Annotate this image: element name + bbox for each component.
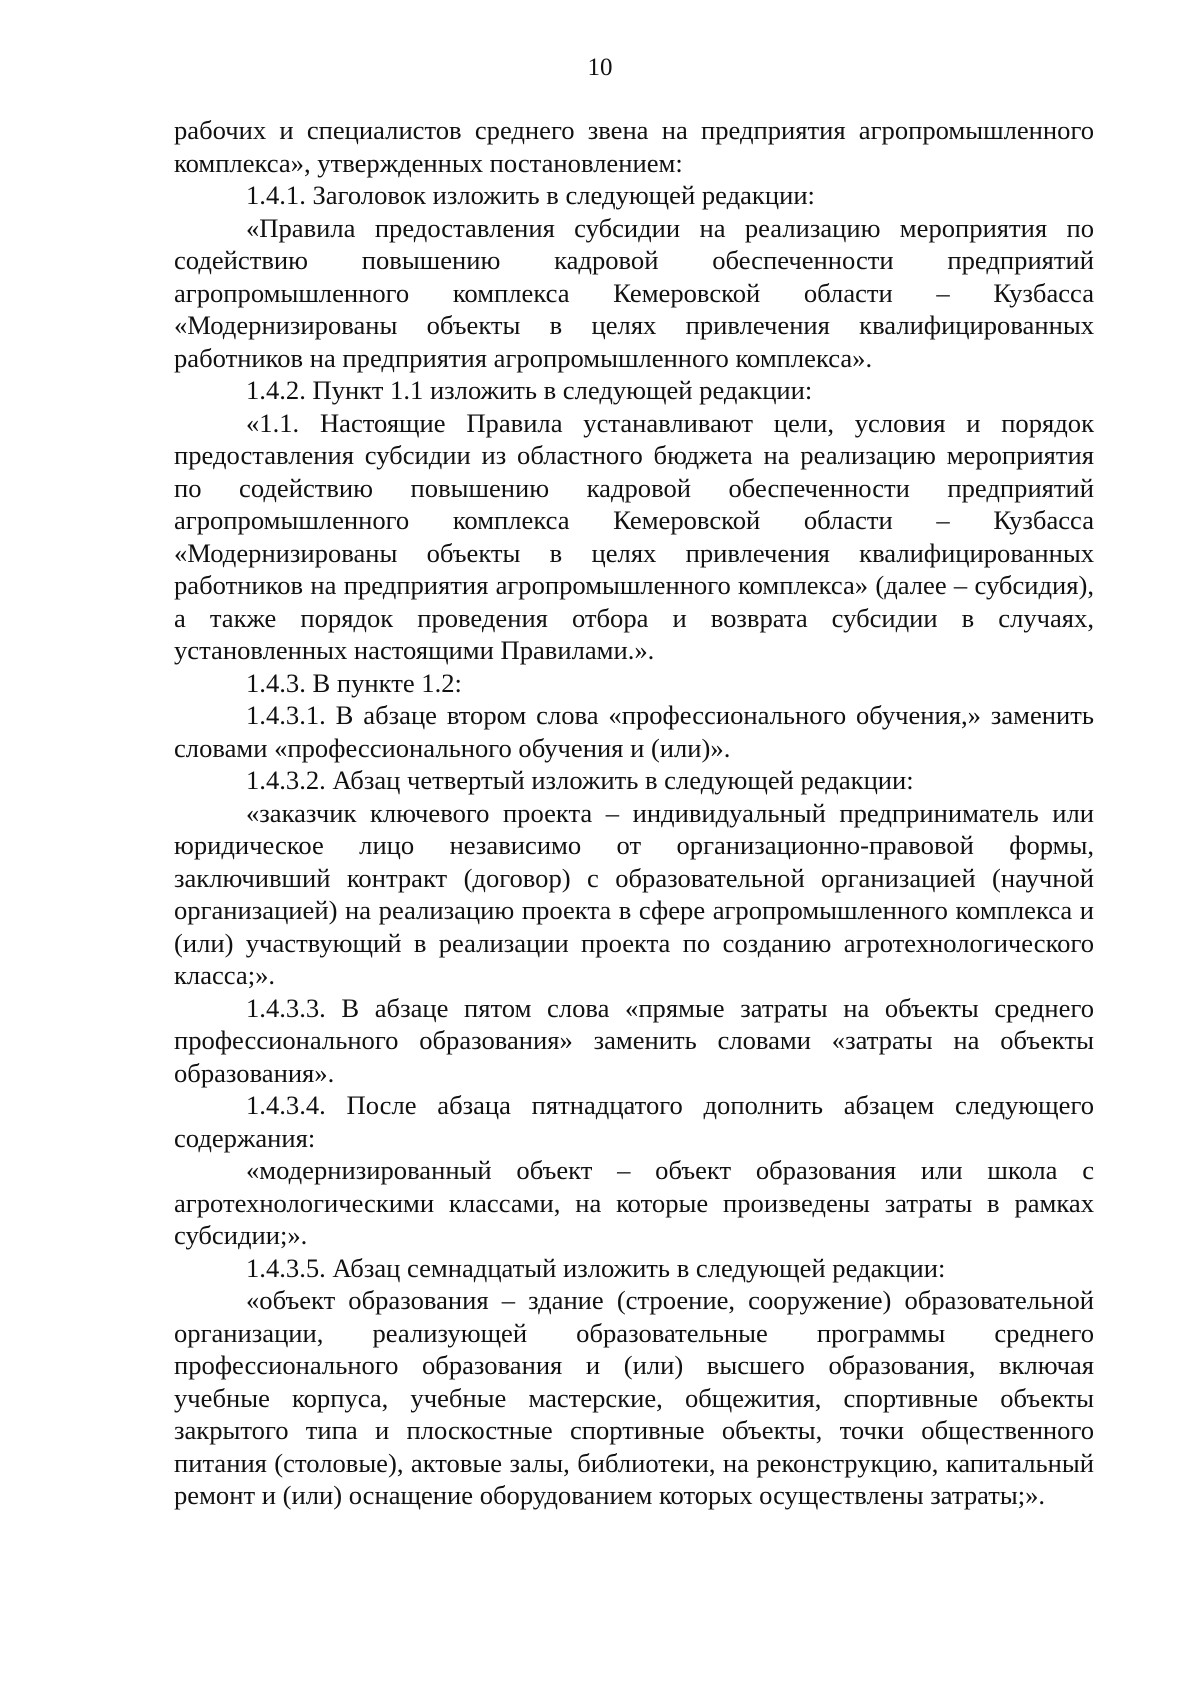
paragraph-rules-title-quote: «Правила предоставления субсидии на реализацию мероприятия по содействию повышению кадровой обеспеченности предприятий агропромышленного комплекса Кемеровской области – Кузбасса «Модернизированы объекты в целях привлечения квалифицированных работников на предприятия агропромышленного комплекса». <box>174 212 1094 373</box>
paragraph-modernized-object-quote: «модернизированный объект – объект образования или школа с агротехнологическими классами, на которые произведены затраты в рамках субсидии;». <box>174 1155 1094 1250</box>
paragraph-key-project-customer-quote: «заказчик ключевого проекта – индивидуальный предприниматель или юридическое лицо независимо от организационно-правовой формы, заключивший контракт (договор) с образовательной организацией (научной организацией) на реализацию проекта в сфере агропромышленного комплекса и (или) участвующий в реализации проекта по созданию агротехнологического класса;». <box>174 797 1094 990</box>
paragraph-1-4-3: 1.4.3. В пункте 1.2: <box>246 667 462 698</box>
paragraph-1-4-3-3: 1.4.3.3. В абзаце пятом слова «прямые затраты на объекты среднего профессионального образования» заменить словами «затраты на объекты образования». <box>174 992 1094 1088</box>
paragraph-clause-1-1-quote: «1.1. Настоящие Правила устанавливают цели, условия и порядок предоставления субсидии из областного бюджета на реализацию мероприятия по содействию повышению кадровой обеспеченности предприятий агропромышленного комплекса Кемеровской области – Кузбасса «Модернизированы объекты в целях привлечения квалифицированных работников на предприятия агропромышленного комплекса» (далее – субсидия), а также порядок проведения отбора и возврата субсидии в случаях, установленных настоящими Правилами.». <box>174 407 1094 665</box>
paragraph-1-4-3-5: 1.4.3.5. Абзац семнадцатый изложить в следующей редакции: <box>246 1252 946 1283</box>
paragraph-education-object-quote: «объект образования – здание (строение, сооружение) образовательной организации, реализующей образовательные программы среднего профессионального образования и (или) высшего образования, включая учебные корпуса, учебные мастерские, общежития, спортивные объекты закрытого типа и плоскостные спортивные объекты, точки общественного питания (столовые), актовые залы, библиотеки, на реконструкцию, капитальный ремонт и (или) оснащение оборудованием которых осуществлены затраты;». <box>174 1285 1094 1510</box>
paragraph-continuation: рабочих и специалистов среднего звена на предприятия агропромышленного комплекса», утвержденных постановлением: <box>174 115 1094 178</box>
document-body <box>174 114 1094 1512</box>
paragraph-1-4-3-2: 1.4.3.2. Абзац четвертый изложить в следующей редакции: <box>246 765 914 795</box>
page-number: 10 <box>587 54 613 81</box>
paragraph-1-4-3-4: 1.4.3.4. После абзаца пятнадцатого дополнить абзацем следующего содержания: <box>174 1090 1094 1153</box>
paragraph-1-4-2: 1.4.2. Пункт 1.1 изложить в следующей редакции: <box>246 375 813 405</box>
paragraph-1-4-1: 1.4.1. Заголовок изложить в следующей редакции: <box>246 180 815 210</box>
paragraph-1-4-3-1: 1.4.3.1. В абзаце втором слова «профессионального обучения,» заменить словами «профессионального обучения и (или)». <box>174 700 1094 763</box>
